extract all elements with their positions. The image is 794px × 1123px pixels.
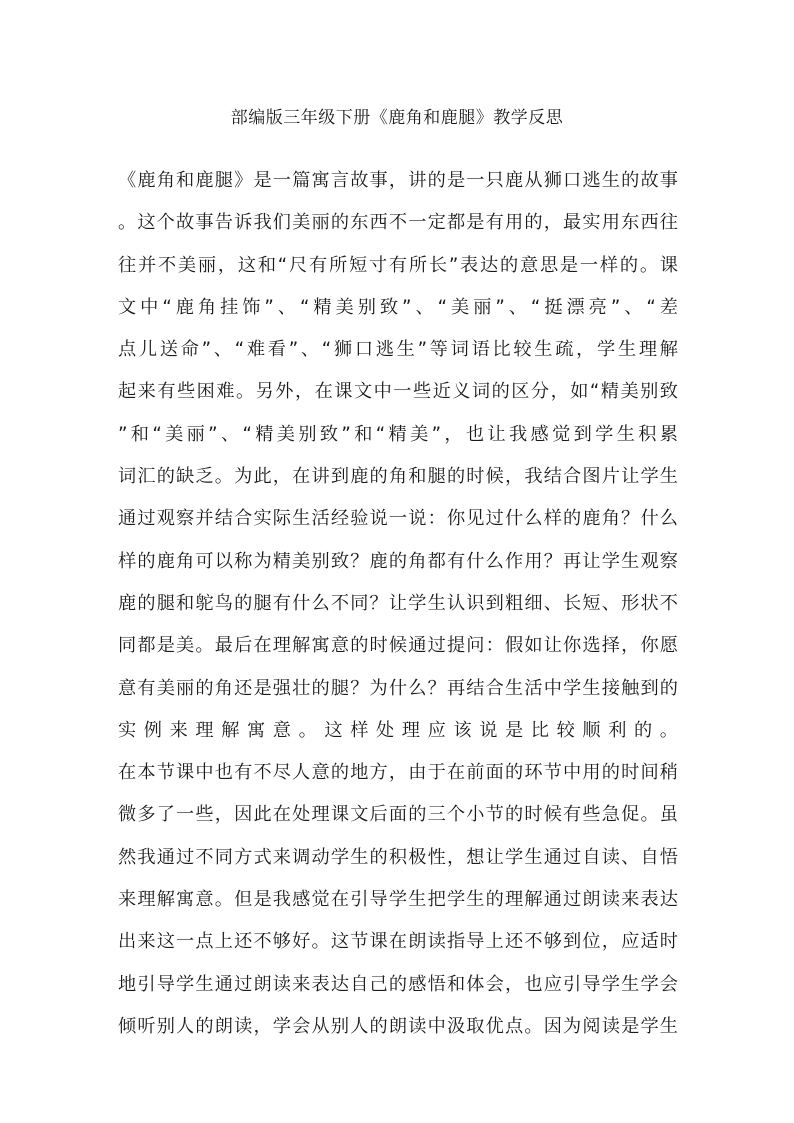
paragraph-line: 点儿送命”、“难看”、“狮口逃生”等词语比较生疏，学生理解	[118, 339, 678, 361]
paragraph-line: 然我通过不同方式来调动学生的积极性，想让学生通过自读、自悟	[118, 846, 678, 868]
paragraph-line: 倾听别人的朗读，学会从别人的朗读中汲取优点。因为阅读是学生	[118, 1015, 678, 1037]
paragraph-line: 微多了一些，因此在处理课文后面的三个小节的时候有些急促。虽	[118, 804, 678, 826]
paragraph-line: 文中“鹿角挂饰”、“精美别致”、“美丽”、“挺漂亮”、“差	[118, 296, 678, 318]
document-body	[118, 160, 678, 1048]
paragraph-line: 起来有些困难。另外，在课文中一些近义词的区分，如“精美别致	[118, 381, 678, 403]
paragraph-line: 往并不美丽，这和“尺有所短寸有所长”表达的意思是一样的。课	[118, 254, 678, 276]
paragraph-line: 来理解寓意。但是我感觉在引导学生把学生的理解通过朗读来表达	[118, 889, 678, 911]
paragraph-line: 地引导学生通过朗读来表达自己的感悟和体会，也应引导学生学会	[118, 973, 678, 995]
document-title: 部编版三年级下册《鹿角和鹿腿》教学反思	[230, 108, 564, 128]
paragraph-line: ”和“美丽”、“精美别致”和“精美”，也让我感觉到学生积累	[118, 423, 678, 445]
paragraph-line: 词汇的缺乏。为此，在讲到鹿的角和腿的时候，我结合图片让学生	[118, 466, 678, 488]
paragraph-line: 实例来理解寓意。这样处理应该说是比较顺利的。	[118, 719, 678, 741]
paragraph-line: 同都是美。最后在理解寓意的时候通过提问：假如让你选择，你愿	[118, 635, 678, 657]
paragraph-line: 样的鹿角可以称为精美别致？鹿的角都有什么作用？再让学生观察	[118, 550, 678, 572]
paragraph-line: 。这个故事告诉我们美丽的东西不一定都是有用的，最实用东西往	[118, 212, 678, 234]
paragraph-line: 出来这一点上还不够好。这节课在朗读指导上还不够到位，应适时	[118, 931, 678, 953]
paragraph-line: 意有美丽的角还是强壮的腿？为什么？再结合生活中学生接触到的	[118, 677, 678, 699]
paragraph-line: 通过观察并结合实际生活经验说一说：你见过什么样的鹿角？什么	[118, 508, 678, 530]
paragraph-line: 《鹿角和鹿腿》是一篇寓言故事，讲的是一只鹿从狮口逃生的故事	[118, 170, 678, 191]
paragraph-line: 鹿的腿和鸵鸟的腿有什么不同？让学生认识到粗细、长短、形状不	[118, 592, 678, 614]
paragraph-line: 在本节课中也有不尽人意的地方，由于在前面的环节中用的时间稍	[118, 762, 678, 784]
